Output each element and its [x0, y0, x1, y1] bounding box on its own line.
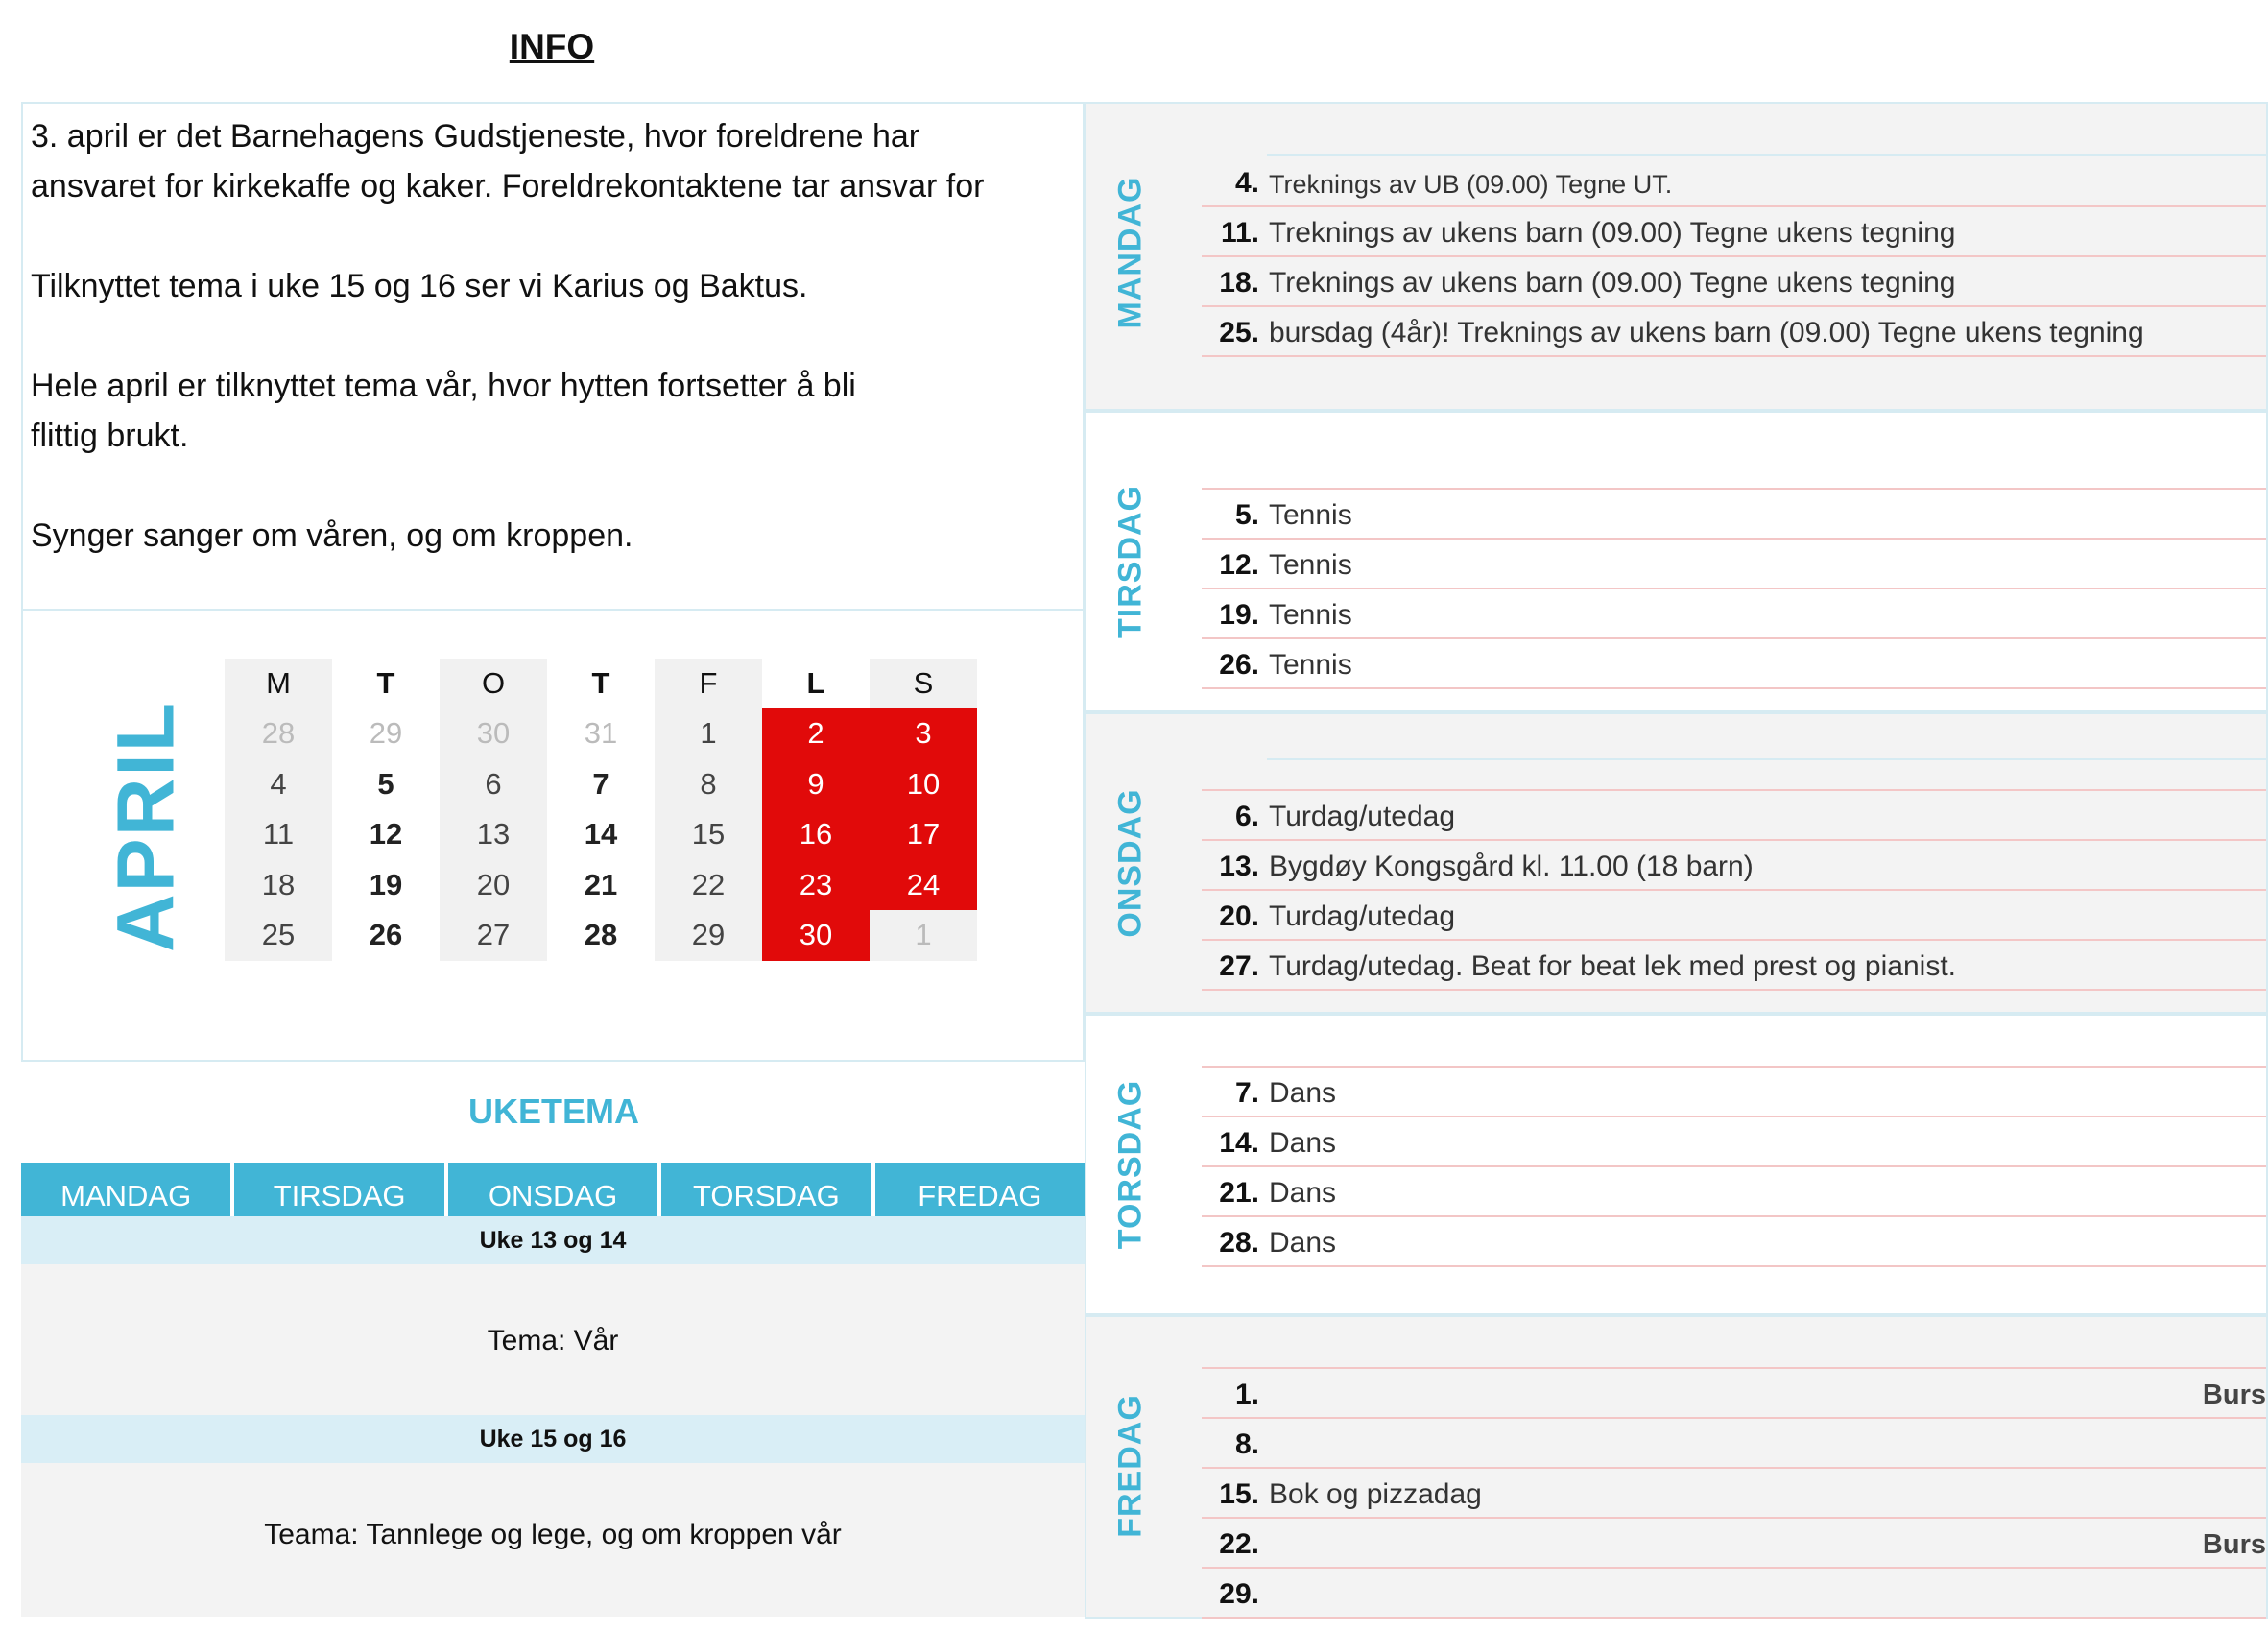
week-label: Uke 15 og 16: [21, 1415, 1085, 1463]
month-label: APRIL: [100, 701, 191, 952]
schedule-text: Tennis: [1269, 649, 1352, 681]
calendar-day: 14: [584, 817, 618, 851]
schedule-row: [1202, 1217, 2266, 1267]
calendar-weekday-header: [225, 659, 977, 708]
schedule-text: Turdag/utedag: [1269, 801, 1456, 832]
calendar-day: 11: [225, 809, 332, 860]
date-number: 7.: [1234, 1077, 1259, 1109]
calendar-day-weekend: 16: [762, 809, 870, 860]
schedule-row: [1202, 741, 2266, 791]
day-label: TORSDAG: [1111, 1079, 1149, 1250]
schedule-text: Treknings av ukens barn (09.00) Tegne ukens tegning: [1269, 267, 1956, 299]
uketema-section: [21, 1063, 1085, 1620]
calendar-day: 15: [655, 809, 762, 860]
date-number: 5.: [1234, 499, 1259, 531]
schedule-row: [1202, 1117, 2266, 1167]
day-panel-tirsdag: [1085, 411, 2268, 712]
uketema-day-label: FREDAG: [875, 1163, 1085, 1216]
calendar-day: 28: [225, 708, 332, 759]
schedule-row: [1202, 1519, 2266, 1569]
date-number: 18.: [1219, 267, 1259, 299]
weekday-label: O: [440, 659, 547, 708]
day-label: TIRSDAG: [1111, 485, 1149, 638]
schedule-row: [1202, 1469, 2266, 1519]
schedule-row: [1202, 639, 2266, 689]
calendar-week-row: [225, 708, 977, 759]
schedule-note: Burs: [2202, 1380, 2266, 1410]
day-label: ONSDAG: [1111, 788, 1149, 938]
date-number: 22.: [1219, 1528, 1259, 1560]
date-number: 4.: [1234, 167, 1259, 199]
date-number: 20.: [1219, 900, 1259, 932]
calendar-day: 1: [655, 708, 762, 759]
schedule-row: [1202, 540, 2266, 589]
week-theme: Teama: Tannlege og lege, og om kroppen vår: [21, 1463, 1085, 1617]
date-number: 15.: [1219, 1478, 1259, 1510]
info-text-line: Hele april er tilknyttet tema vår, hvor hytten fortsetter å bli: [31, 368, 856, 404]
info-text-line: Tilknyttet tema i uke 15 og 16 ser vi Karius og Baktus.: [31, 268, 808, 304]
calendar-day: 31: [584, 716, 618, 750]
calendar-day-weekend: 3: [870, 708, 977, 759]
weekday-label: M: [225, 659, 332, 708]
schedule-text: Dans: [1269, 1077, 1337, 1109]
date-number: 14.: [1219, 1127, 1259, 1159]
calendar-day: 30: [440, 708, 547, 759]
uketema-day-label: TIRSDAG: [234, 1163, 447, 1216]
schedule-text: Tennis: [1269, 599, 1352, 631]
schedule-row: [1202, 1569, 2266, 1619]
calendar-day: 21: [584, 867, 618, 901]
info-title: INFO: [509, 27, 595, 66]
calendar-day: 6: [440, 759, 547, 810]
schedule-text: Bok og pizzadag: [1269, 1478, 1482, 1510]
uketema-day-label: ONSDAG: [448, 1163, 661, 1216]
date-number: 28.: [1219, 1227, 1259, 1259]
calendar-day: 28: [584, 918, 618, 951]
schedule-text: Tennis: [1269, 549, 1352, 581]
date-number: 11.: [1220, 217, 1259, 249]
schedule-row: [1202, 490, 2266, 540]
calendar-day: 5: [377, 766, 394, 801]
calendar-week-row: [225, 860, 977, 911]
schedule-row: [1202, 307, 2266, 357]
calendar-day-weekend: 9: [762, 759, 870, 810]
calendar-week-row: [225, 759, 977, 810]
schedule-text: Dans: [1269, 1177, 1337, 1209]
calendar-week-row: [225, 809, 977, 860]
weekday-label: L: [806, 666, 825, 700]
schedule-text: Treknings av UB (09.00) Tegne UT.: [1269, 170, 1673, 199]
info-text-line: Synger sanger om våren, og om kroppen.: [31, 517, 633, 554]
calendar-day-weekend: 17: [870, 809, 977, 860]
calendar-day-weekend: 23: [762, 860, 870, 911]
schedule-text: Turdag/utedag. Beat for beat lek med prest og pianist.: [1269, 950, 1956, 982]
schedule-row: [1202, 891, 2266, 941]
weekday-label: S: [870, 659, 977, 708]
info-box: [21, 102, 1085, 611]
uketema-day-label: TORSDAG: [661, 1163, 874, 1216]
day-panel-fredag: [1085, 1315, 2268, 1619]
schedule-row: [1202, 841, 2266, 891]
schedule-text: bursdag (4år)! Treknings av ukens barn (09.00) Tegne ukens tegning: [1269, 317, 2144, 348]
weekday-label: T: [376, 666, 395, 700]
date-number: 27.: [1219, 950, 1259, 982]
schedule-row: [1202, 1319, 2266, 1369]
calendar-day-weekend: 24: [870, 860, 977, 911]
uketema-day-header: [21, 1163, 1085, 1212]
schedule-text: Treknings av ukens barn (09.00) Tegne ukens tegning: [1269, 217, 1956, 249]
schedule-text: Tennis: [1269, 499, 1352, 531]
calendar-day: 29: [369, 716, 403, 750]
calendar-day: 22: [655, 860, 762, 911]
schedule-row: [1202, 440, 2266, 490]
day-panel-mandag: [1085, 102, 2268, 411]
info-text-line: flittig brukt.: [31, 418, 189, 454]
calendar-day: 27: [440, 910, 547, 961]
schedule-text: Dans: [1269, 1227, 1337, 1259]
calendar-day: 29: [655, 910, 762, 961]
schedule-row: [1202, 1369, 2266, 1419]
calendar-day: 26: [369, 918, 403, 951]
calendar-day: 8: [655, 759, 762, 810]
schedule-text: Turdag/utedag: [1269, 900, 1456, 932]
schedule-text: Bygdøy Kongsgård kl. 11.00 (18 barn): [1269, 851, 1754, 882]
calendar-week-row: [225, 910, 977, 961]
schedule-row: [1202, 1068, 2266, 1117]
calendar-day-weekend: 30: [762, 910, 870, 961]
date-number: 25.: [1219, 317, 1259, 348]
day-panel-onsdag: [1085, 712, 2268, 1014]
schedule-row: [1202, 589, 2266, 639]
date-number: 29.: [1219, 1578, 1259, 1610]
uketema-day-label: MANDAG: [21, 1163, 234, 1216]
day-label: FREDAG: [1111, 1394, 1149, 1538]
calendar-grid: [225, 659, 977, 961]
week-label: Uke 13 og 14: [21, 1216, 1085, 1264]
calendar-day-weekend: 2: [762, 708, 870, 759]
date-number: 13.: [1219, 851, 1259, 882]
weekday-label: T: [591, 666, 610, 700]
schedule-row: [1202, 1167, 2266, 1217]
date-number: 1.: [1234, 1379, 1259, 1410]
calendar-day: 25: [225, 910, 332, 961]
day-label: MANDAG: [1111, 176, 1149, 329]
date-number: 6.: [1234, 801, 1259, 832]
calendar-day: 19: [369, 867, 403, 901]
schedule-row: [1202, 157, 2266, 207]
calendar-day: 7: [592, 766, 609, 801]
calendar-day-weekend: 10: [870, 759, 977, 810]
calendar-day: 18: [225, 860, 332, 911]
schedule-row: [1202, 257, 2266, 307]
calendar-day: 12: [369, 817, 403, 851]
schedule-row: [1202, 207, 2266, 257]
schedule-note: Burs: [2202, 1529, 2266, 1560]
week-theme: Tema: Vår: [21, 1264, 1085, 1415]
info-text-line: ansvaret for kirkekaffe og kaker. Foreldrekontaktene tar ansvar for: [31, 168, 985, 204]
calendar-day: 1: [870, 910, 977, 961]
schedule-text: Dans: [1269, 1127, 1337, 1159]
calendar-day: 4: [225, 759, 332, 810]
date-number: 21.: [1219, 1177, 1259, 1209]
schedule-row: [1202, 791, 2266, 841]
date-number: 8.: [1234, 1428, 1259, 1460]
date-number: 12.: [1219, 549, 1259, 581]
calendar-day: 20: [440, 860, 547, 911]
schedule-row: [1202, 1419, 2266, 1469]
date-number: 19.: [1219, 599, 1259, 631]
schedule-row: [1202, 941, 2266, 991]
month-calendar: [21, 609, 1085, 1062]
day-panel-torsdag: [1085, 1014, 2268, 1315]
calendar-day: 13: [440, 809, 547, 860]
weekday-label: F: [655, 659, 762, 708]
date-number: 26.: [1219, 649, 1259, 681]
info-text-line: 3. april er det Barnehagens Gudstjeneste, hvor foreldrene har: [31, 118, 920, 155]
schedule-row: [1202, 1018, 2266, 1068]
uketema-title: UKETEMA: [468, 1092, 639, 1131]
